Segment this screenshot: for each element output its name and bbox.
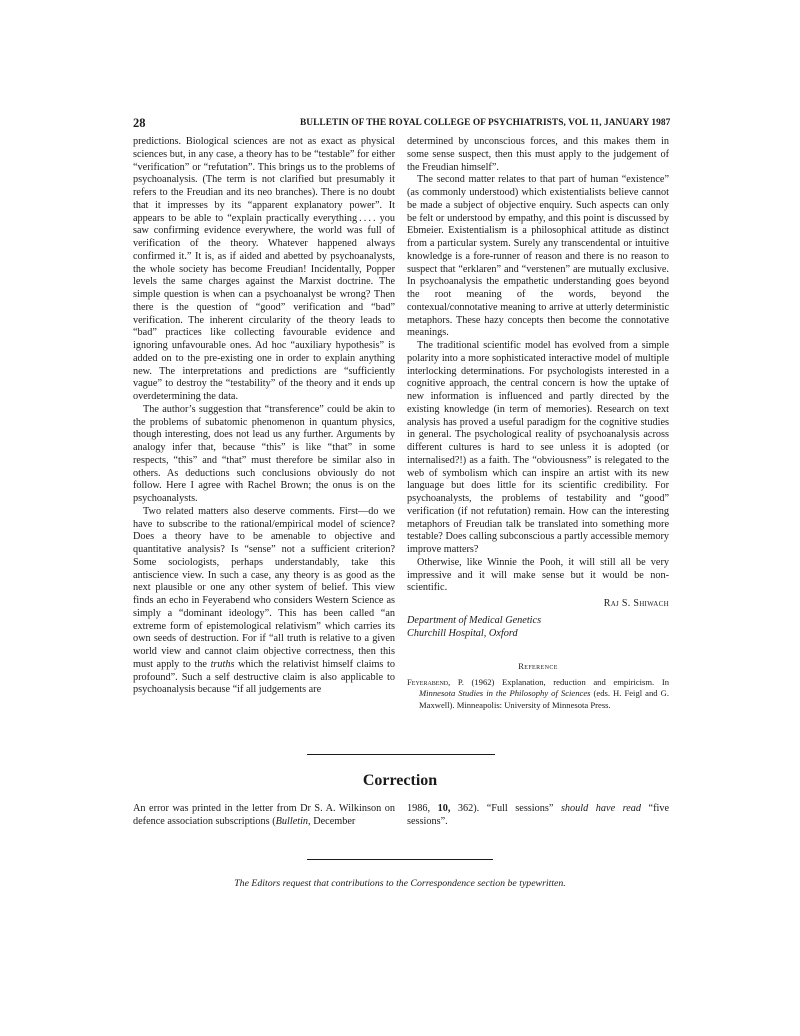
letter-paragraph-text: Two related matters also deserve comments. First—do we have to subscribe to the rational/empirical model of science? Does a theory have to be amenable to objective and quantitative analysis? Is “sense” not a sufficient criterion? Some sociologists, perhaps understandably, take this antiscience view. In such a case, any theory is as good as the next plausible or one any other system of belief. This view finds an echo in Feyerabend who considers Western Science as simply a “dominant ideology”. This has been called “an extreme form of epistemological relativism” which carries its own seeds of destruction. For if “all truth is relative to a given world view and cannot claim objective correctness, then this must apply to the <box>133 505 395 670</box>
reference-book-title: Minnesota Studies in the Philosophy of Sciences <box>419 688 591 699</box>
affiliation-hospital: Churchill Hospital, Oxford <box>407 628 518 640</box>
correction-text: “five sessions”. <box>407 803 670 827</box>
letter-paragraph: Otherwise, like Winnie the Pooh, it will still all be very impressive and it will make sense but it would be non-scientific. <box>407 556 669 594</box>
correction-text: December <box>310 815 356 827</box>
divider-rule <box>307 754 495 755</box>
reference-heading: Reference <box>518 660 558 671</box>
correction-journal-name: Bulletin, <box>275 815 311 827</box>
correction-text: 1986, <box>407 803 438 814</box>
reference-text: (eds. H. Feigl and G. Maxwell). Minneapolis: University of Minnesota Press. <box>419 688 669 711</box>
correction-right-column <box>407 803 669 829</box>
letter-left-column <box>133 136 395 697</box>
correction-text: An error was printed in the letter from Dr S. A. Wilkinson on defence association subscriptions ( <box>133 803 395 827</box>
reference-entry <box>407 677 669 712</box>
correction-left-column <box>133 803 395 829</box>
letter-right-column <box>407 136 669 712</box>
letter-paragraph <box>133 506 395 697</box>
letter-paragraph-text: which the relativist himself claims to profound”. Such a self destructive claim is also applicable to psychoanalysis because “if all judgements are <box>133 658 395 696</box>
affiliation-department: Department of Medical Genetics <box>407 614 542 626</box>
correction-title: Correction <box>362 772 438 789</box>
running-head: BULLETIN OF THE ROYAL COLLEGE OF PSYCHIATRISTS, VOL 11, JANUARY 1987 <box>300 118 671 128</box>
letter-paragraph: determined by unconscious forces, and this makes them in some sense suspect, then this must apply to the judgement of the Freudian himself”. <box>407 136 669 173</box>
letter-paragraph: The author’s suggestion that “transference” could be akin to the problems of subatomic phenomenon in quantum physics, though interesting, does not lead us any further. Arguments by analogy infer that, because “this” is like “that” in some respects, “this” and “that” must therefore be similar also in others. As deductions such conclusions obviously do not follow. Here I agree with Rachel Brown; the onus is on the psychoanalysts. <box>133 403 395 504</box>
editors-note: The Editors request that contributions to the Correspondence section be typewritten. <box>234 878 566 889</box>
reference-author: Feyerabend <box>407 676 449 687</box>
reference-text: , P. (1962) Explanation, reduction and empiricism. In <box>448 676 669 687</box>
correction-text: 362). “Full sessions” <box>450 803 561 814</box>
letter-paragraph: The traditional scientific model has evolved from a simple polarity into a more sophisticated interactive model of multiple interlocking determinations. For psychologists interested in a cognitive approach, the central concern is how the uptake of new information is influenced and partly directed by the existing knowledge (in term of memories). Research on text analysis has proved a useful paradigm for the cognitive studies in general. The psychological reality of psychoanalysis across different cultures is hard to see unless it is adopted (or internalised?!) as a faith. The “obviousness” is relegated to the web of symbolism which can inspire an artist with its new language but does little for its scientific credibility. For psychoanalysts, the problems of testability and “good” verification (if not refutation) remain. How can the interesting metaphors of Freudian talk be translated into something more testable? Does calling subconscious a partly accessible memory improve matters? <box>407 340 669 555</box>
author-affiliation <box>407 614 669 641</box>
italic-word: truths <box>210 658 235 670</box>
divider-rule <box>307 859 493 860</box>
letter-paragraph: The second matter relates to that part of human “existence” (as commonly understood) which existentialists believe cannot be made a subject of objective enquiry. Such aspects can only be felt or understood by empathy, and this point is discussed by Ebmeier. Existentialism is a philosophical attitude as distinct from a particular system. Surely any transcendental or intuitive knowledge is a fore-runner of reason and there is no reason to suspect that “erklaren” and “verstenen” are mutually exclusive. In psychoanalysis the empathetic understanding goes beyond the root meaning of the words, beyond the contexual/connotative meaning to arrive at utterly deterministic metaphors. These hazy concepts then become the connotative meanings. <box>407 174 669 339</box>
author-signature: Raj S. Shiwach <box>603 598 669 609</box>
letter-paragraph: predictions. Biological sciences are not as exact as physical sciences but, in any case, a theory has to be “testable” for either “verification” or “refutation”. This brings us to the problems of psychoanalysis. (The term is not clarified but presumably it refers to the Freudian and its neo branches). There is no doubt that it impresses by its “apparent explanatory power”. It appears to be able to “explain practically everything . . . . you saw confirming evidence everywhere, the world was full of verification of the theory. Whatever happened always confirmed it.” It is, as if aided and abetted by psychoanalysts, the whole society has become Freudian! Incidentally, Popper levels the same charges against the Marxist doctrine. The simple question is when can a psychoanalyst be wrong? Then there is the question of “good” verification and “bad” verification. The inherent circularity of the theory leads to “bad” practices like collecting favourable evidence and ignoring unfavourable ones. Ad hoc “auxiliary hypothesis” is added on to the pre-existing one in order to explain anything new. The interpretations and predictions are “sufficiently vague” to destroy the “testability” of the theory and it ends up overdetermining the data. <box>133 136 395 402</box>
page-number: 28 <box>133 116 146 130</box>
correction-emphasis: should have read <box>560 803 642 814</box>
correction-volume: 10, <box>437 803 451 814</box>
